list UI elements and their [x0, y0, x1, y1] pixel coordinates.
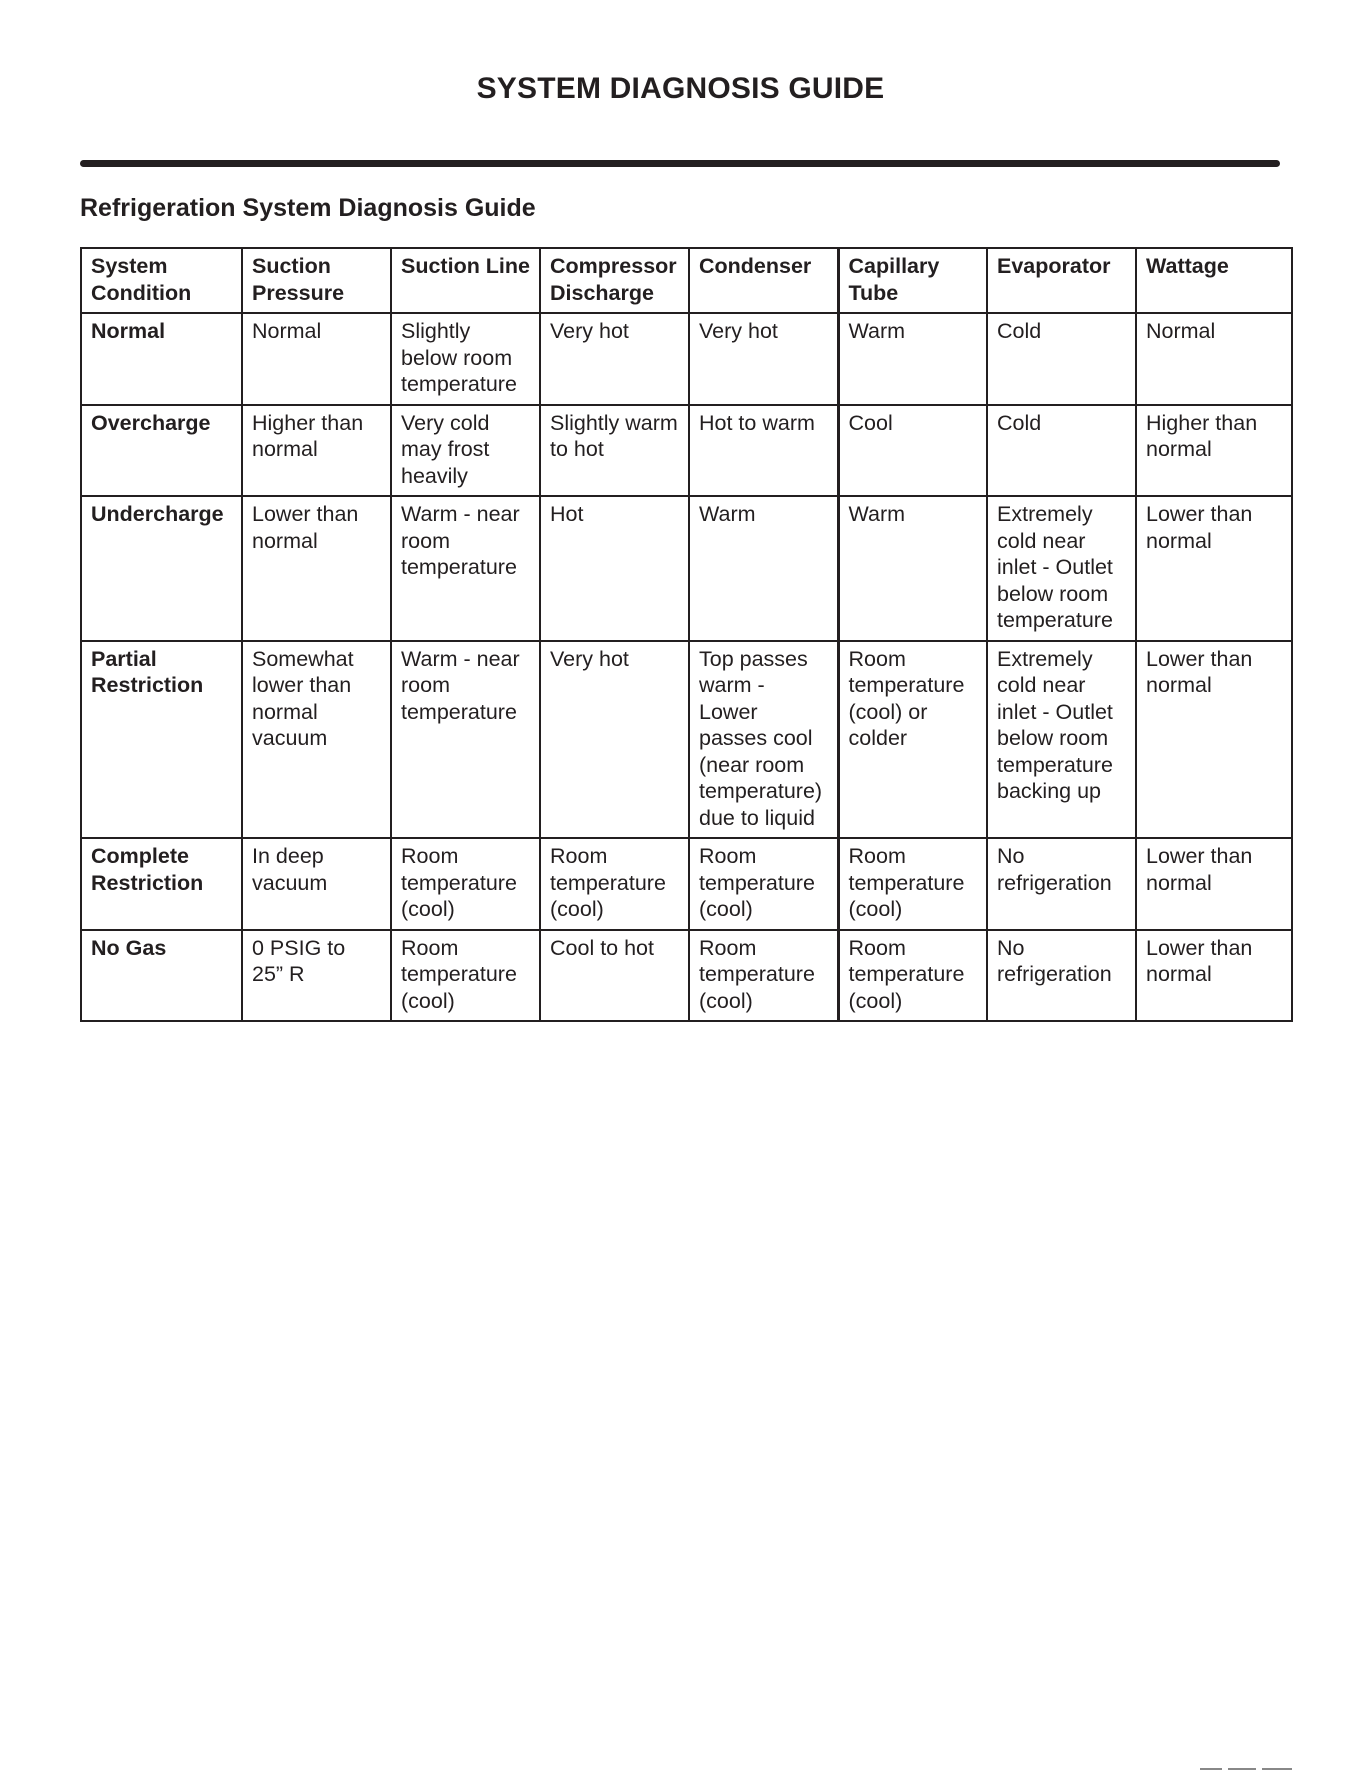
- header-suction-pressure: Suction Pressure: [242, 248, 391, 313]
- cell-suction-pressure: Somewhat lower than normal vacuum: [242, 641, 391, 839]
- header-capillary-tube: Capillary Tube: [838, 248, 987, 313]
- cell-capillary-tube: Cool: [838, 405, 987, 497]
- cell-condenser: Warm: [689, 496, 838, 641]
- cell-compressor-discharge: Very hot: [540, 313, 689, 405]
- cell-condenser: Hot to warm: [689, 405, 838, 497]
- table-row: [81, 838, 1292, 930]
- cell-compressor-discharge: Slightly warm to hot: [540, 405, 689, 497]
- table-header-row: [81, 248, 1292, 313]
- cell-suction-line: Warm - near room temperature: [391, 496, 540, 641]
- cell-wattage: Lower than normal: [1136, 930, 1292, 1022]
- cell-capillary-tube: Room temperature (cool) or colder: [838, 641, 987, 839]
- title-divider: [80, 160, 1280, 167]
- table-row: [81, 496, 1292, 641]
- cell-suction-pressure: Lower than normal: [242, 496, 391, 641]
- diagnosis-table: [80, 247, 1293, 1022]
- cell-evaporator: No refrigeration: [987, 838, 1136, 930]
- row-condition: Overcharge: [81, 405, 242, 497]
- cell-capillary-tube: Warm: [838, 496, 987, 641]
- cell-suction-line: Slightly below room temperature: [391, 313, 540, 405]
- cell-compressor-discharge: Cool to hot: [540, 930, 689, 1022]
- cell-suction-pressure: Higher than normal: [242, 405, 391, 497]
- cell-compressor-discharge: Hot: [540, 496, 689, 641]
- cell-capillary-tube: Room temperature (cool): [838, 838, 987, 930]
- row-condition: No Gas: [81, 930, 242, 1022]
- table-row: [81, 313, 1292, 405]
- cell-suction-line: Room temperature (cool): [391, 930, 540, 1022]
- cell-condenser: Room temperature (cool): [689, 838, 838, 930]
- cell-capillary-tube: Warm: [838, 313, 987, 405]
- page-footer-mark: [1200, 1757, 1320, 1761]
- cell-wattage: Lower than normal: [1136, 838, 1292, 930]
- cell-evaporator: No refrigeration: [987, 930, 1136, 1022]
- page-title: SYSTEM DIAGNOSIS GUIDE: [476, 72, 885, 105]
- header-system-condition: System Condition: [81, 248, 242, 313]
- section-heading: Refrigeration System Diagnosis Guide: [80, 194, 536, 222]
- header-suction-line: Suction Line: [391, 248, 540, 313]
- cell-condenser: Top passes warm - Lower passes cool (near room temperature) due to liquid: [689, 641, 838, 839]
- cell-evaporator: Extremely cold near inlet - Outlet below room temperature backing up: [987, 641, 1136, 839]
- cell-suction-line: Room temperature (cool): [391, 838, 540, 930]
- cell-condenser: Room temperature (cool): [689, 930, 838, 1022]
- header-compressor-discharge: Compressor Discharge: [540, 248, 689, 313]
- row-condition: Normal: [81, 313, 242, 405]
- header-wattage: Wattage: [1136, 248, 1292, 313]
- table-row: [81, 405, 1292, 497]
- cell-evaporator: Cold: [987, 405, 1136, 497]
- cell-suction-pressure: 0 PSIG to 25” R: [242, 930, 391, 1022]
- cell-evaporator: Cold: [987, 313, 1136, 405]
- cell-wattage: Higher than normal: [1136, 405, 1292, 497]
- cell-wattage: Lower than normal: [1136, 496, 1292, 641]
- cell-capillary-tube: Room temperature (cool): [838, 930, 987, 1022]
- cell-suction-line: Very cold may frost heavily: [391, 405, 540, 497]
- row-condition: Partial Restriction: [81, 641, 242, 839]
- cell-compressor-discharge: Room temperature (cool): [540, 838, 689, 930]
- row-condition: Complete Restriction: [81, 838, 242, 930]
- header-evaporator: Evaporator: [987, 248, 1136, 313]
- table-row: [81, 930, 1292, 1022]
- cell-wattage: Normal: [1136, 313, 1292, 405]
- cell-condenser: Very hot: [689, 313, 838, 405]
- cell-suction-pressure: In deep vacuum: [242, 838, 391, 930]
- header-condenser: Condenser: [689, 248, 838, 313]
- cell-wattage: Lower than normal: [1136, 641, 1292, 839]
- row-condition: Undercharge: [81, 496, 242, 641]
- cell-evaporator: Extremely cold near inlet - Outlet below room temperature: [987, 496, 1136, 641]
- cell-compressor-discharge: Very hot: [540, 641, 689, 839]
- cell-suction-line: Warm - near room temperature: [391, 641, 540, 839]
- cell-suction-pressure: Normal: [242, 313, 391, 405]
- table-row: [81, 641, 1292, 839]
